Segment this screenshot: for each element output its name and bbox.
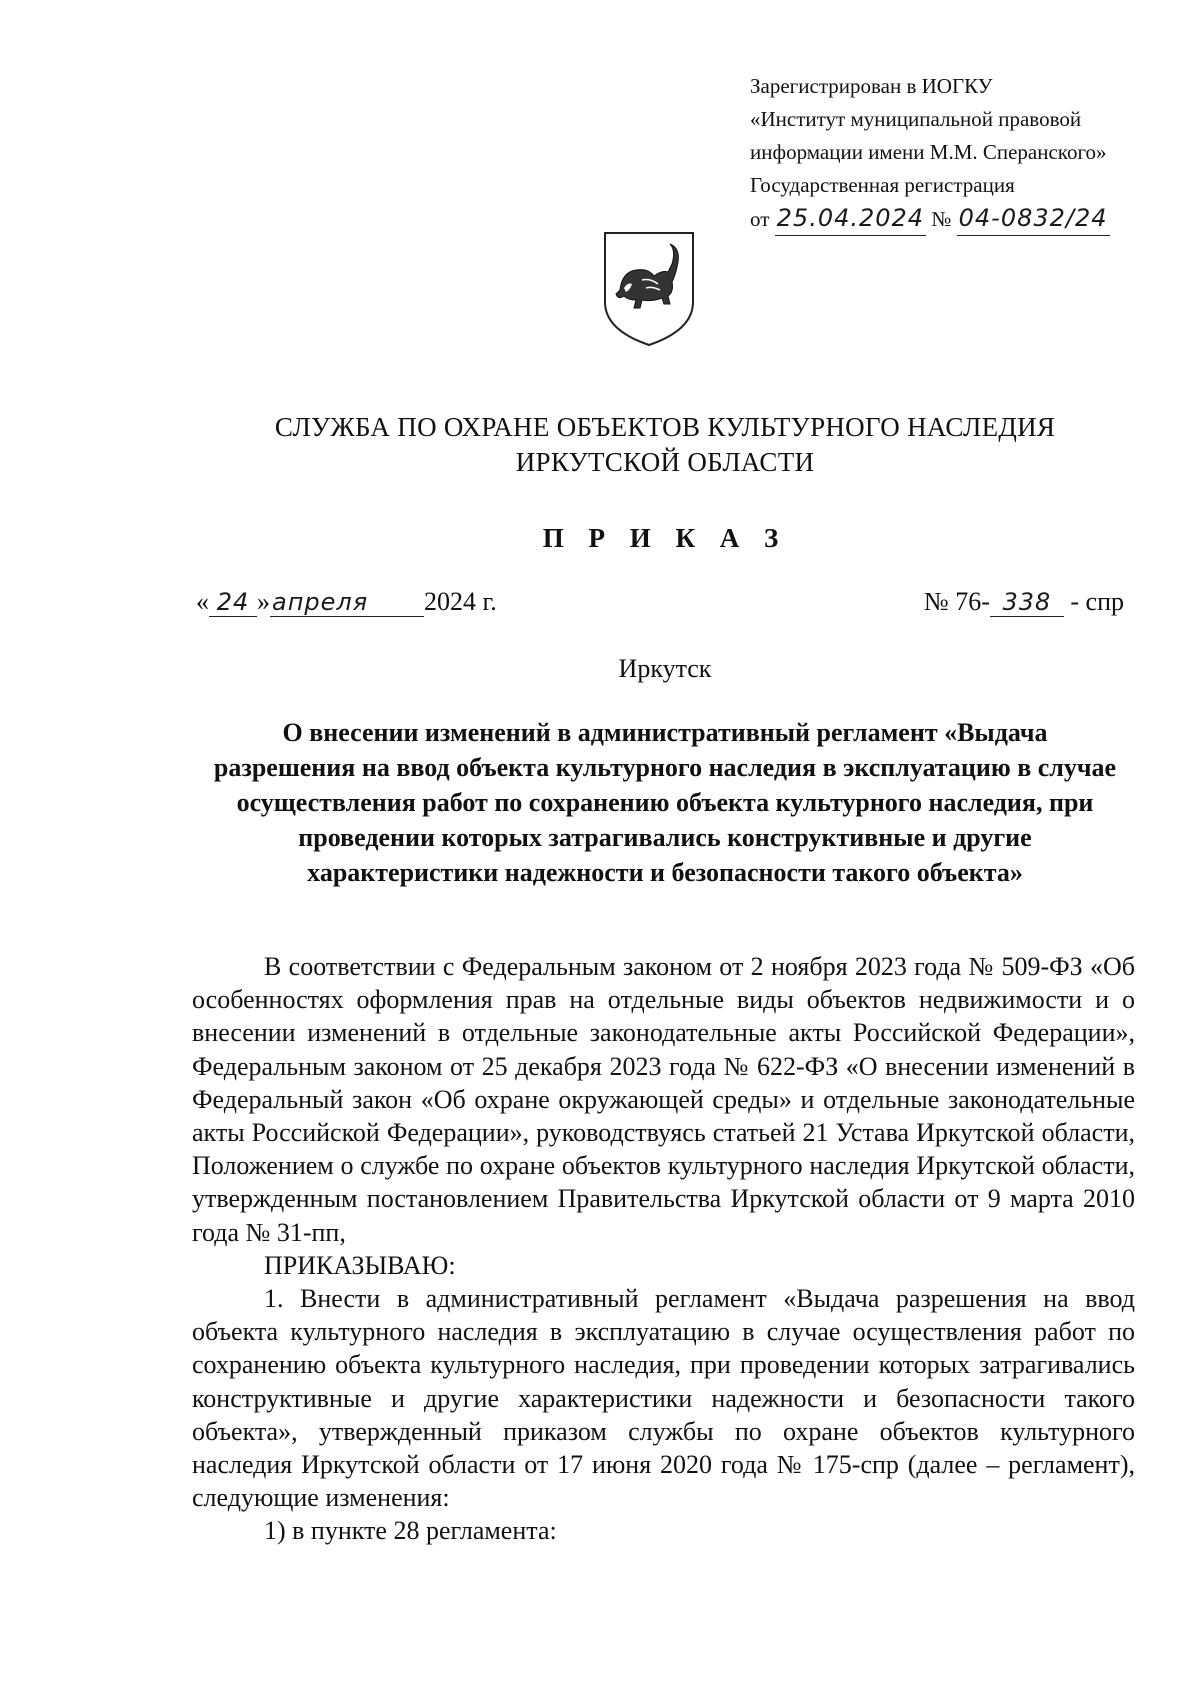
order-number-handwritten: 338 [990, 588, 1064, 617]
order-number-prefix: № 76- [923, 587, 990, 616]
registration-number-label: № [931, 207, 952, 231]
command-word: ПРИКАЗЫВАЮ: [264, 1250, 456, 1280]
registration-line-5 [750, 202, 1110, 236]
registration-line-3: информации имени М.М. Сперанского» [750, 140, 1107, 164]
order-number-suffix: - спр [1070, 587, 1124, 616]
date-year: 2024 г. [424, 587, 497, 616]
registration-from-label: от [750, 207, 770, 231]
registration-date: 25.04.2024 [775, 202, 926, 236]
order-number [924, 587, 1124, 617]
city: Иркутск [618, 654, 712, 683]
item-1-paragraph: 1. Внести в административный регламент «Выдача разрешения на ввод объекта культурного наследия в эксплуатацию в случае осуществления работ по сохранению объекта культурного наследия, при проведении которых затрагивались конструктивные и другие характеристики надежности и безопасности такого объекта», утвержденный приказом службы по охране объектов культурного наследия Иркутской области от 17 июня 2020 года № 175-спр (далее – регламент), следующие изменения: [192, 1284, 1135, 1513]
organization-name [0, 410, 1200, 480]
document-type-title: П Р И К А З [542, 523, 788, 553]
registration-number: 04-0832/24 [957, 202, 1110, 236]
registration-line-1: Зарегистрирован в ИОГКУ [750, 74, 993, 98]
registration-stamp [750, 70, 1110, 236]
order-date [196, 587, 497, 617]
date-day: 24 [209, 588, 257, 617]
date-month: апреля [270, 588, 424, 617]
registration-line-2: «Институт муниципальной правовой [750, 107, 1082, 131]
registration-line-4: Государственная регистрация [750, 173, 1015, 197]
date-close-quote: » [257, 587, 270, 616]
organization-line-2: ИРКУТСКОЙ ОБЛАСТИ [515, 447, 815, 477]
preamble-paragraph: В соответствии с Федеральным законом от 2 ноября 2023 года № 509-ФЗ «Об особенностях оформления прав на отдельные виды объектов недвижимости и о внесении изменений в отдельные законодательные акты Российской Федерации», Федеральным законом от 25 декабря 2023 года № 622-ФЗ «О внесении изменений в Федеральный закон «Об охране окружающей среды» и отдельные законодательные акты Российской Федерации», руководствуясь статьей 21 Устава Иркутской области, Положением о службе по охране объектов культурного наследия Иркутской области, утвержденным постановлением Правительства Иркутской области от 9 марта 2010 года № 31-пп, [192, 952, 1135, 1247]
organization-line-1: СЛУЖБА ПО ОХРАНЕ ОБЪЕКТОВ КУЛЬТУРНОГО НАСЛЕДИЯ [274, 412, 1056, 442]
order-subject: О внесении изменений в административный регламент «Выдача разрешения на ввод объекта культурного наследия в эксплуатацию в случае осуществления работ по сохранению объекта культурного наследия, при проведении которых затрагивались конструктивные и другие характеристики надежности и безопасности такого объекта» [213, 718, 1117, 887]
irkutsk-coat-of-arms-icon [602, 230, 696, 348]
date-open-quote: « [196, 587, 209, 616]
order-body [192, 950, 1135, 1548]
item-1-subitem-1: 1) в пункте 28 регламента: [264, 1516, 557, 1546]
